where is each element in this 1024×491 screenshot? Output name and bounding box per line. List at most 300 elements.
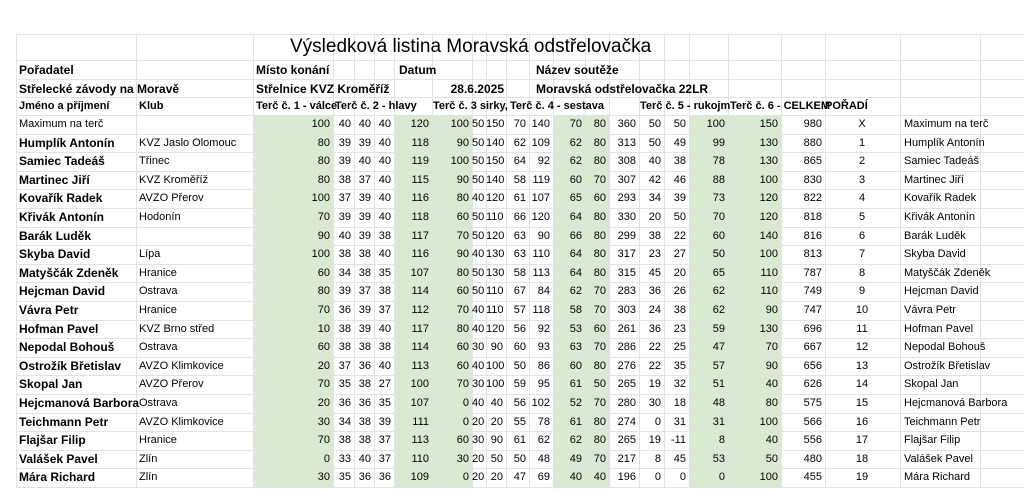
score-cell: 80	[593, 248, 606, 261]
score-cell: 34	[648, 192, 661, 205]
score-cell: 39	[358, 229, 371, 242]
score-cell: 38	[338, 173, 351, 186]
score-cell: 80	[317, 155, 330, 168]
score-cell: 80	[593, 434, 606, 447]
rank-cell: 13	[855, 359, 869, 372]
score-cell: 38	[338, 434, 351, 447]
score-cell: 70	[593, 285, 606, 298]
grid-line	[16, 34, 17, 487]
score-cell: 110	[486, 211, 504, 223]
score-cell: 90	[537, 229, 550, 242]
rank-cell: 3	[858, 173, 866, 186]
score-cell: 38	[673, 304, 686, 316]
score-cell: 39	[358, 136, 371, 149]
label-venue: Místo konání	[256, 63, 330, 77]
score-cell: 20	[490, 415, 503, 428]
score-cell: 30	[648, 397, 661, 409]
score-cell: 38	[378, 229, 391, 242]
col-header-club: Klub	[139, 100, 164, 112]
score-cell: 70	[317, 378, 330, 391]
score-cell: 39	[358, 322, 371, 335]
score-cell: 38	[338, 341, 351, 354]
score-cell: 62	[513, 136, 526, 149]
score-cell: 93	[537, 341, 550, 354]
score-cell: 80	[593, 136, 606, 149]
score-cell: 39	[338, 155, 351, 168]
score-cell: 114	[411, 285, 429, 298]
score-cell: 70	[593, 341, 606, 354]
score-cell: 0	[462, 471, 469, 484]
score-cell: 52	[569, 397, 582, 409]
rank-cell: 8	[858, 266, 866, 279]
score-cell: 40	[378, 211, 391, 223]
score-cell: 667	[803, 341, 822, 354]
score-cell: 50	[472, 155, 485, 168]
rank-cell: 11	[856, 322, 868, 335]
score-cell: 53	[712, 452, 725, 465]
score-cell: 317	[617, 248, 636, 261]
score-cell: 37	[338, 192, 351, 205]
score-cell: 50	[593, 378, 606, 391]
score-cell: 109	[531, 136, 550, 149]
score-cell: 64	[569, 266, 582, 279]
competitor-name: Martinec Jiří	[19, 172, 90, 187]
score-cell: 51	[712, 378, 725, 391]
score-cell: 747	[803, 304, 822, 316]
score-cell: 40	[338, 118, 351, 130]
score-cell: 20	[648, 211, 661, 223]
score-cell: 40	[472, 304, 485, 316]
score-cell: 50	[765, 452, 778, 465]
score-cell: 50	[513, 452, 526, 465]
value-date: 28.6.2025	[450, 82, 504, 96]
rank-cell: 19	[855, 471, 869, 484]
score-cell: 50	[673, 211, 686, 223]
score-cell: 120	[759, 211, 778, 223]
score-cell: 20	[317, 397, 330, 409]
score-cell: 23	[673, 322, 686, 335]
competitor-name-right: Valášek Pavel	[904, 452, 973, 465]
score-cell: 58	[513, 173, 526, 186]
competitor-name-right: Teichmann Petr	[904, 415, 981, 428]
competitor-club: KVZ Kroměříž	[139, 173, 209, 186]
score-cell: 64	[513, 155, 526, 168]
score-cell: 140	[486, 136, 505, 149]
competitor-name: Flajšar Filip	[19, 433, 86, 448]
score-cell: 27	[378, 378, 391, 391]
score-cell: 116	[411, 192, 429, 205]
score-cell: 80	[456, 322, 469, 335]
score-cell: 67	[513, 285, 526, 298]
score-cell: 0	[679, 471, 686, 484]
rank-cell: X	[858, 118, 866, 130]
rank-cell: 15	[855, 397, 869, 409]
score-cell: 150	[759, 118, 778, 130]
score-cell: 38	[673, 155, 686, 168]
score-cell: 40	[378, 155, 391, 168]
score-cell: 30	[472, 341, 485, 354]
grid-line	[16, 34, 1024, 35]
score-cell: 150	[486, 118, 505, 130]
score-cell: 40	[378, 322, 391, 335]
score-cell: 70	[513, 118, 526, 130]
score-cell: 100	[450, 118, 469, 130]
score-cell: 73	[712, 192, 725, 205]
score-cell: 656	[803, 359, 822, 372]
rank-cell: 1	[858, 136, 866, 149]
score-cell: 61	[513, 434, 526, 447]
competitor-name-right: Mára Richard	[904, 471, 971, 484]
score-cell: 787	[803, 266, 822, 279]
score-cell: 40	[378, 173, 391, 186]
score-cell: 20	[472, 471, 485, 484]
competitor-club: Lípa	[139, 248, 161, 261]
score-cell: 50	[648, 118, 661, 130]
score-cell: 115	[411, 173, 429, 186]
score-cell: 50	[472, 118, 485, 130]
score-cell: 40	[765, 378, 778, 391]
score-cell: 865	[803, 155, 822, 168]
score-cell: 40	[378, 136, 391, 149]
col-header-name: Jméno a příjmení	[19, 100, 110, 112]
grid-line	[16, 60, 1024, 61]
score-cell: 70	[593, 304, 606, 316]
score-cell: 0	[654, 471, 661, 484]
score-cell: 70	[317, 434, 330, 447]
score-cell: 70	[456, 229, 469, 242]
score-cell: 100	[410, 378, 429, 391]
competitor-club: Zlín	[139, 471, 158, 484]
score-cell: 70	[593, 173, 606, 186]
score-cell: 80	[593, 266, 606, 279]
score-cell: 62	[712, 285, 725, 298]
competitor-club	[139, 227, 251, 246]
score-cell: 56	[513, 397, 526, 409]
score-cell: 20	[673, 266, 686, 279]
score-cell: 38	[338, 322, 351, 335]
grid-line	[16, 79, 1024, 80]
competitor-club: AVZO Přerov	[139, 192, 204, 205]
score-cell: 20	[317, 359, 330, 372]
score-cell: 299	[617, 229, 636, 242]
score-cell: 37	[378, 452, 391, 465]
score-cell: 40	[378, 118, 391, 130]
score-cell: 40	[472, 397, 485, 409]
score-cell: 113	[411, 359, 429, 372]
score-cell: 80	[456, 266, 469, 279]
score-cell: 119	[411, 155, 429, 168]
score-cell: 60	[456, 341, 469, 354]
score-cell: 107	[531, 192, 550, 205]
competitor-name-right: Samiec Tadeáš	[904, 155, 980, 168]
score-cell: 0	[462, 415, 469, 428]
score-cell: 40	[378, 359, 391, 372]
score-cell: 50	[472, 266, 485, 279]
score-cell: 90	[456, 173, 469, 186]
score-cell: 60	[317, 341, 330, 354]
score-cell: 48	[537, 452, 550, 465]
score-cell: 62	[712, 304, 725, 316]
competitor-name: Barák Luděk	[19, 228, 92, 243]
competitor-name: Valášek Pavel	[19, 451, 98, 466]
score-cell: 92	[537, 322, 550, 335]
score-cell: 61	[569, 378, 582, 391]
score-cell: 84	[537, 285, 550, 298]
score-cell: 18	[673, 397, 686, 409]
score-cell: 80	[593, 118, 606, 130]
competitor-club: KVZ Brno střed	[139, 322, 215, 335]
score-cell: 38	[358, 248, 371, 261]
score-cell: 480	[803, 452, 822, 465]
score-cell: 70	[456, 304, 469, 316]
score-cell: 58	[513, 266, 526, 279]
rank-cell: 18	[855, 452, 869, 465]
col-header-target-1: Terč č. 1 - válce	[256, 100, 338, 112]
score-cell: 38	[358, 415, 371, 428]
col-header-target-6: Terč č. 6 - CELKEM	[730, 100, 831, 112]
score-cell: 42	[648, 173, 661, 186]
score-cell: 330	[617, 211, 636, 223]
score-cell: 64	[569, 211, 582, 223]
competitor-name-right: Humplík Antonín	[904, 136, 985, 149]
score-cell: 37	[378, 304, 391, 316]
score-cell: 37	[378, 434, 391, 447]
col-header-target-2: Terč č. 2 - hlavy	[335, 100, 417, 112]
score-cell: 100	[486, 378, 505, 391]
score-cell: 60	[569, 359, 582, 372]
competitor-club: Hranice	[139, 434, 177, 447]
label-organizer: Pořadatel	[19, 63, 74, 77]
col-header-target-4: Terč č. 4 - sestava	[510, 100, 604, 112]
score-cell: 60	[456, 434, 469, 447]
score-cell: 30	[317, 471, 330, 484]
score-cell: 61	[513, 192, 526, 205]
rank-cell: 2	[858, 155, 866, 168]
score-cell: 26	[673, 285, 686, 298]
score-cell: 78	[537, 415, 550, 428]
score-cell: 39	[338, 285, 351, 298]
competitor-name: Křivák Antonín	[19, 210, 104, 224]
score-cell: 276	[617, 359, 636, 372]
value-competition: Moravská odstřelovačka 22LR	[536, 82, 709, 96]
score-cell: 40	[593, 471, 606, 484]
competitor-club: Hranice	[139, 304, 177, 316]
rank-cell: 7	[858, 248, 866, 261]
score-cell: 48	[712, 397, 725, 409]
score-cell: 37	[338, 359, 351, 372]
competitor-name-right: Kovařík Radek	[904, 192, 977, 205]
score-cell: 40	[472, 359, 485, 372]
score-cell: 556	[803, 434, 822, 447]
score-cell: 261	[617, 322, 636, 335]
score-cell: 118	[411, 136, 429, 149]
score-cell: 8	[654, 452, 661, 465]
score-cell: 830	[803, 173, 822, 186]
score-cell: 70	[765, 341, 778, 354]
score-cell: 40	[358, 118, 371, 130]
score-cell: 117	[411, 229, 429, 242]
score-cell: 58	[569, 304, 582, 316]
score-cell: 80	[593, 155, 606, 168]
score-cell: 38	[358, 341, 371, 354]
score-cell: 818	[803, 211, 822, 223]
rank-cell: 5	[858, 211, 866, 223]
score-cell: 100	[759, 173, 778, 186]
rank-cell: 4	[858, 192, 866, 205]
score-cell: 280	[617, 397, 636, 409]
grid-line	[900, 34, 901, 487]
label-competition: Název soutěže	[536, 63, 619, 77]
score-cell: 120	[759, 192, 778, 205]
score-cell: 626	[803, 378, 822, 391]
score-cell: 32	[673, 378, 686, 391]
score-cell: 62	[569, 285, 582, 298]
score-cell: 70	[712, 211, 725, 223]
score-cell: 120	[486, 192, 505, 205]
score-cell: 100	[311, 118, 330, 130]
score-cell: 110	[411, 452, 429, 465]
score-cell: 70	[593, 452, 606, 465]
score-cell: 118	[411, 211, 429, 223]
competitor-name-right: Hejcmanová Barbora	[904, 397, 1008, 409]
score-cell: 19	[648, 378, 661, 391]
score-cell: 47	[513, 471, 526, 484]
score-cell: 50	[472, 211, 485, 223]
competitor-name: Teichmann Petr	[19, 414, 109, 429]
rank-cell: 17	[855, 434, 869, 447]
competitor-club: Ostrava	[139, 341, 178, 354]
score-cell: 303	[617, 304, 636, 316]
score-cell: 286	[617, 341, 636, 354]
score-cell: 80	[593, 229, 606, 242]
score-cell: 60	[513, 341, 526, 354]
competitor-name-right: Martinec Jiří	[904, 173, 964, 186]
max-row-label: Maximum na terč	[19, 118, 104, 130]
score-cell: 455	[803, 471, 822, 484]
score-cell: 90	[765, 304, 778, 316]
score-cell: 50	[472, 229, 485, 242]
score-cell: 39	[378, 415, 391, 428]
score-cell: 38	[378, 341, 391, 354]
score-cell: 8	[718, 434, 725, 447]
score-cell: 575	[803, 397, 822, 409]
score-cell: 293	[617, 192, 636, 205]
score-cell: 23	[648, 248, 661, 261]
competitor-club: Hodonín	[139, 211, 181, 223]
score-cell: 120	[486, 229, 505, 242]
score-cell: 40	[338, 229, 351, 242]
score-cell: 57	[513, 304, 526, 316]
score-cell: 140	[759, 229, 778, 242]
score-cell: 10	[317, 322, 330, 335]
value-organizer: Střelecké závody na Moravě	[19, 82, 180, 96]
score-cell: 63	[569, 341, 582, 354]
score-cell: 0	[323, 452, 330, 465]
score-cell: 80	[593, 211, 606, 223]
label-date: Datum	[399, 63, 437, 77]
rank-cell: 9	[858, 285, 866, 298]
score-cell: 50	[490, 452, 503, 465]
score-cell: 90	[456, 136, 469, 149]
score-cell: 38	[378, 285, 391, 298]
score-cell: 140	[486, 173, 505, 186]
score-cell: 33	[338, 452, 351, 465]
score-cell: 37	[358, 285, 371, 298]
score-cell: 313	[617, 136, 636, 149]
score-cell: 120	[410, 118, 429, 130]
score-cell: 107	[410, 397, 429, 409]
score-cell: 36	[378, 471, 391, 484]
score-cell: 36	[648, 322, 661, 335]
score-cell: 65	[712, 266, 725, 279]
score-cell: 60	[593, 322, 606, 335]
score-cell: 53	[569, 322, 582, 335]
grid-line	[16, 97, 1024, 98]
score-cell: 38	[358, 266, 371, 279]
competitor-name-right: Barák Luděk	[904, 229, 966, 242]
score-cell: 70	[456, 378, 469, 391]
score-cell: 749	[803, 285, 822, 298]
score-cell: 274	[617, 415, 636, 428]
score-cell: 40	[472, 322, 485, 335]
competitor-name: Nepodal Bohouš	[19, 340, 115, 355]
score-cell: 62	[569, 136, 582, 149]
score-cell: 90	[490, 341, 503, 354]
competitor-name-right: Skyba David	[904, 248, 966, 261]
score-cell: 45	[648, 266, 661, 279]
score-cell: 80	[317, 173, 330, 186]
score-cell: 40	[378, 192, 391, 205]
score-cell: 120	[531, 211, 550, 223]
score-cell: 69	[537, 471, 550, 484]
score-cell: 130	[759, 322, 778, 335]
score-cell: 130	[759, 136, 778, 149]
score-cell: 38	[358, 434, 371, 447]
score-cell: 60	[712, 229, 725, 242]
competitor-club: Ostrava	[139, 285, 178, 298]
score-cell: 100	[486, 359, 505, 372]
score-cell: 64	[569, 248, 582, 261]
competitor-name: Skyba David	[19, 247, 91, 262]
score-cell: 90	[490, 434, 503, 447]
score-cell: -11	[670, 434, 686, 447]
score-cell: 30	[472, 378, 485, 391]
score-cell: 27	[673, 248, 686, 261]
score-cell: 92	[537, 155, 550, 168]
col-header-target-5: Terč č. 5 - rukojm	[640, 100, 731, 112]
score-cell: 140	[531, 118, 550, 130]
score-cell: 35	[338, 471, 351, 484]
score-cell: 110	[760, 266, 778, 279]
score-cell: 22	[648, 359, 661, 372]
score-cell: 90	[765, 359, 778, 372]
competitor-name: Kovařík Radek	[19, 191, 103, 206]
competitor-name: Hejcmanová Barbora	[19, 396, 140, 410]
competitor-name-right: Hofman Pavel	[904, 322, 974, 335]
score-cell: 822	[803, 192, 822, 205]
score-cell: 80	[317, 136, 330, 149]
score-cell: 50	[648, 136, 661, 149]
score-cell: 196	[617, 471, 636, 484]
score-cell: 36	[648, 285, 661, 298]
score-cell: 816	[803, 229, 822, 242]
competitor-name: Humplík Antonín	[19, 135, 115, 150]
score-cell: 265	[617, 434, 636, 447]
score-cell: 66	[569, 229, 582, 242]
score-cell: 34	[338, 266, 351, 279]
score-cell: 112	[411, 304, 429, 316]
score-cell: 40	[358, 155, 371, 168]
